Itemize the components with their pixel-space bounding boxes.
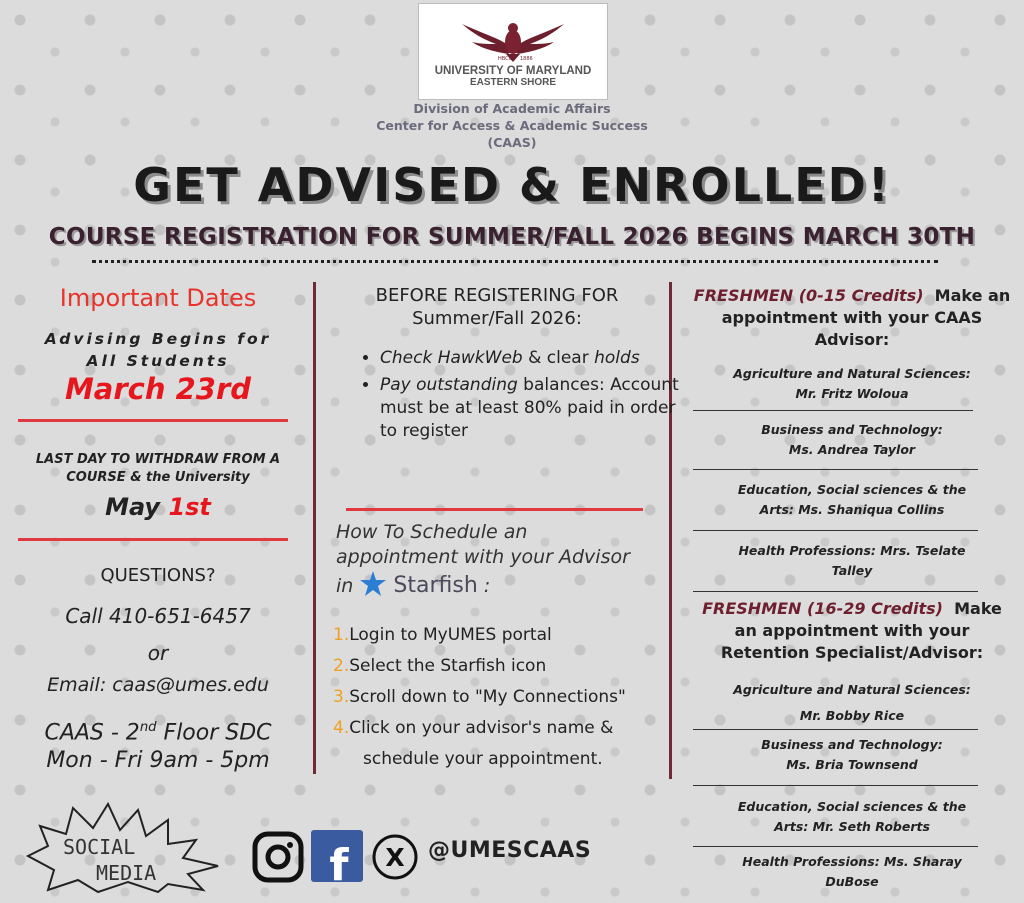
advisor-entry	[682, 680, 1022, 726]
burst-text-media: MEDIA	[96, 861, 157, 885]
department: Agriculture and Natural Sciences:	[733, 682, 971, 697]
facebook-icon[interactable]	[311, 830, 363, 882]
step-text: Select the Starfish icon	[349, 656, 547, 676]
steps-list	[333, 620, 673, 775]
svg-text:X: X	[385, 843, 405, 872]
heading-text: appointment with your CAAS	[721, 308, 983, 327]
department: Health Professions: Ms. Sharay	[742, 854, 962, 869]
before-line2: Summer/Fall 2026	[412, 308, 576, 329]
location-pre: CAAS - 2	[44, 720, 140, 746]
row-divider	[693, 729, 978, 730]
questions-label: QUESTIONS?	[100, 565, 216, 586]
step-text: Click on your advisor's name &	[349, 718, 614, 738]
howto-colon: :	[477, 575, 491, 597]
list-item	[333, 620, 673, 651]
advisor-name: Mr. Fritz Woloua	[795, 386, 909, 401]
advising-line1: Advising Begins for	[44, 330, 272, 348]
svg-text:1886: 1886	[520, 56, 533, 62]
center-line: Center for Access & Academic Success	[376, 118, 648, 133]
dotted-divider	[92, 260, 938, 263]
withdraw-date	[0, 493, 316, 521]
advisor-name: Talley	[831, 563, 873, 578]
burst-text-social: SOCIAL	[63, 835, 136, 859]
advisor-entry	[682, 735, 1022, 775]
office-hours: Mon - Fri 9am - 5pm	[46, 748, 270, 774]
advisor-entry	[682, 364, 1022, 404]
location-sup: nd	[139, 720, 157, 735]
bullet1-emph: Check HawkWeb	[380, 348, 523, 368]
howto-line2: appointment with your Advisor	[336, 546, 630, 568]
howto-line1: How To Schedule an	[336, 521, 528, 543]
red-divider	[346, 508, 643, 511]
svg-text:HBCU: HBCU	[498, 56, 513, 62]
row-divider	[693, 846, 978, 847]
svg-text:f: f	[329, 840, 349, 882]
credits-range: (16-29 Credits)	[807, 599, 943, 618]
advisor-name: Ms. Andrea Taylor	[788, 442, 916, 457]
withdraw-month: May	[105, 493, 161, 521]
email-address[interactable]: Email: caas@umes.edu	[47, 674, 269, 696]
page-title: GET ADVISED & ENROLLED!	[133, 158, 891, 212]
freshmen-caas-heading	[682, 285, 1022, 351]
row-divider	[693, 591, 978, 592]
bullet2-emph: Pay outstanding	[380, 375, 518, 395]
advisor-name: Arts: Mr. Seth Roberts	[774, 819, 930, 834]
heading-text: Advisor:	[814, 330, 890, 349]
university-subname: EASTERN SHORE	[469, 77, 557, 88]
list-item	[333, 682, 673, 713]
location-post: Floor SDC	[156, 720, 272, 746]
starfish-icon	[359, 570, 387, 598]
before-line1: BEFORE REGISTERING FOR	[375, 285, 619, 306]
department: Business and Technology:	[761, 422, 943, 437]
department: Agriculture and Natural Sciences:	[733, 366, 971, 381]
withdraw-line2: COURSE & the University	[66, 470, 250, 485]
row-divider	[693, 785, 978, 786]
advisor-name: DuBose	[825, 874, 879, 889]
row-divider	[693, 410, 973, 411]
step-text: Login to MyUMES portal	[349, 625, 552, 645]
row-divider	[693, 469, 978, 470]
step-text: Scroll down to "My Connections"	[349, 687, 626, 707]
department: Education, Social sciences & the	[737, 482, 967, 497]
hawk-logo-icon	[458, 10, 568, 62]
bullet2-text: balances: Account must be at least 80% paid in order to register	[380, 375, 679, 441]
list-item	[380, 374, 680, 443]
umes-logo	[418, 3, 608, 100]
university-name: UNIVERSITY OF MARYLAND	[434, 65, 592, 77]
list-item	[380, 347, 680, 370]
instagram-icon[interactable]	[252, 831, 304, 883]
heading-text: Make	[954, 599, 1002, 618]
social-media-burst-icon	[18, 796, 248, 896]
office-location	[0, 714, 316, 775]
x-twitter-icon[interactable]	[371, 833, 419, 881]
advisor-name: Arts: Ms. Shaniqua Collins	[759, 502, 945, 517]
step-number: 4.	[333, 718, 350, 738]
heading-text: Retention Specialist/Advisor:	[720, 643, 984, 662]
list-item	[333, 713, 673, 744]
advising-begins-label	[0, 328, 316, 372]
red-divider	[18, 419, 288, 422]
list-item	[333, 651, 673, 682]
advisor-entry	[682, 480, 1022, 520]
bullet1-text: & clear	[522, 348, 589, 368]
caas-line: (CAAS)	[487, 135, 537, 150]
advisor-name: Mr. Bobby Rice	[799, 708, 905, 723]
social-handle[interactable]: @UMESCAAS	[428, 838, 592, 863]
step-number: 2.	[333, 656, 350, 676]
how-to-schedule-title	[336, 520, 676, 599]
red-divider	[18, 538, 288, 541]
credits-range: (0-15 Credits)	[798, 286, 924, 305]
page-subtitle: COURSE REGISTRATION FOR SUMMER/FALL 2026 BEGINS MARCH 30TH	[48, 224, 976, 250]
withdraw-line1: LAST DAY TO WITHDRAW FROM A	[35, 452, 281, 467]
advisor-entry	[682, 852, 1022, 892]
advising-line2: All Students	[86, 352, 230, 370]
phone-number[interactable]: Call 410-651-6457	[65, 604, 251, 628]
row-divider	[693, 530, 978, 531]
howto-in: in	[336, 575, 354, 597]
department: Health Professions: Mrs. Tselate	[738, 543, 966, 558]
bullet1-emph2: holds	[594, 348, 640, 368]
withdraw-day: 1st	[168, 493, 211, 521]
advisor-entry	[682, 420, 1022, 460]
division-text	[340, 100, 684, 151]
advisor-entry	[682, 797, 1022, 837]
prereq-list	[352, 347, 680, 447]
heading-text: Make an	[934, 286, 1011, 305]
division-line: Division of Academic Affairs	[413, 101, 611, 116]
withdraw-label	[0, 451, 316, 487]
before-registering-title	[322, 284, 672, 330]
starfish-wordmark: Starfish	[393, 573, 478, 598]
advisor-entry	[682, 541, 1022, 581]
step-number: 1.	[333, 625, 350, 645]
important-dates-title: Important Dates	[59, 284, 257, 312]
department: Business and Technology:	[761, 737, 943, 752]
step-number: 3.	[333, 687, 350, 707]
step-text-continued: schedule your appointment.	[363, 749, 603, 769]
department: Education, Social sciences & the	[737, 799, 967, 814]
heading-text: an appointment with your	[734, 621, 970, 640]
freshmen-retention-heading	[682, 598, 1022, 664]
or-text: or	[147, 641, 169, 665]
advisor-name: Ms. Bria Townsend	[786, 757, 918, 772]
advising-date: March 23rd	[64, 372, 252, 406]
freshmen-label: FRESHMEN	[702, 599, 802, 618]
freshmen-label: FRESHMEN	[693, 286, 794, 305]
before-colon: :	[575, 308, 582, 329]
